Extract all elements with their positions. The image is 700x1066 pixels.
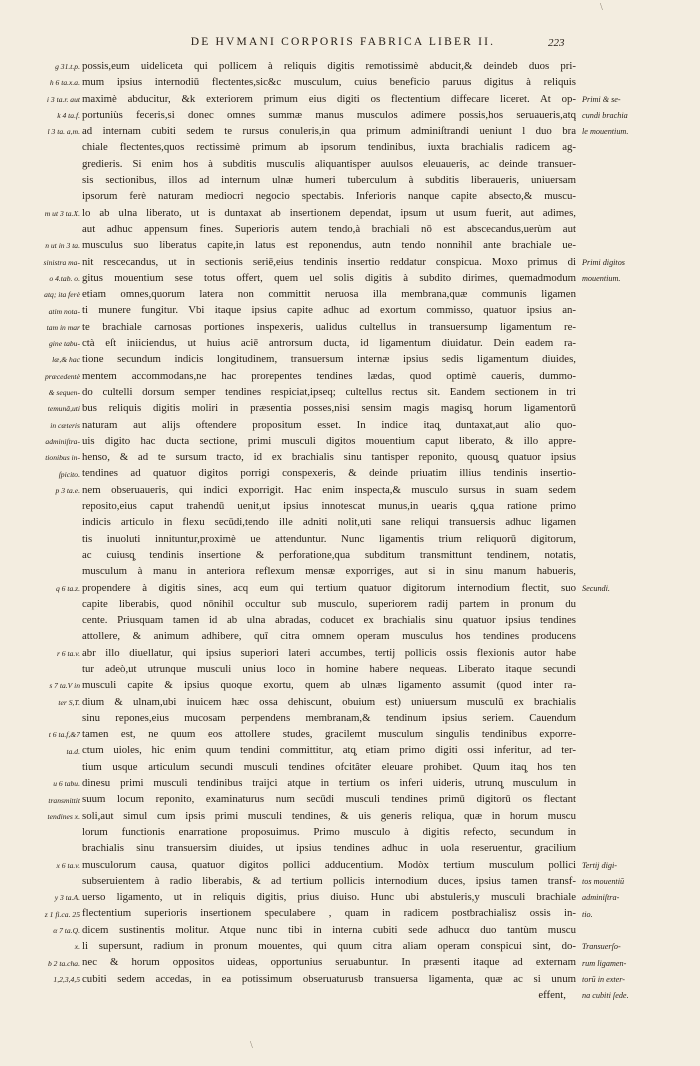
text-line: chiale flectentes,quos rectissimè primum ab ipsorum tendinibus, iuxta brachialis radicem ag-	[82, 141, 576, 154]
text-line: ad internam cubiti sedem te rursus conuleris,in qua primum adminiſtrandi ueniunt l duo bra	[82, 125, 576, 138]
margin-note-left: u 6 tabu.	[53, 779, 80, 789]
text-line: uis digito hac ducta sectione, primi musculi digitos mouentium caput liberato, & illo appre-	[82, 434, 576, 447]
margin-note-left: temunā,uti	[47, 404, 80, 414]
text-line: bus reliquis digitis moliri in præsentia posses,nisi sensim magis magisq̧ horum ligamentorū	[82, 402, 576, 415]
stray-mark-bottom: \	[250, 1040, 253, 1051]
text-line: nec & horum oppositos uideas, opportunius seruabuntur. In præsenti itaque ad externam	[82, 956, 576, 969]
text-line: henso, & ad te sursum tracto, id ex brachialis sinu tantisper reponito, quousq̧ quatuor ipsius	[82, 451, 576, 464]
margin-note-right: Primi & se-	[582, 94, 621, 104]
text-line: ipsorum ferè naturam mediocri negocio spectabis. Inferioris nanque capite absecto,& muscu-	[82, 190, 576, 203]
text-line: brachialis sinu transuersim diuides, ut ipsius tendines adhuc in uola reseruentur, gracilium	[82, 842, 576, 855]
margin-note-left: in cæteris	[50, 420, 80, 430]
text-line: tendines ad quatuor digitos porrigi conspexeris, & deinde priuatim illius tendinis insertio-	[82, 467, 576, 480]
text-line: naturam aut alijs oftendere propositum esset. In indice itaq̧ duntaxat,aut alio quo-	[82, 418, 576, 431]
margin-note-left: tionibus in-	[45, 453, 80, 463]
text-line: cubiti sedem accedas, in ea potissimum obseruaturusb transuersa ligamenta, quæ ac si unum	[82, 972, 576, 985]
text-line: etiam omnes,quorum latera non committit neruosa illa membrana,quæ communis ligamen	[82, 288, 576, 301]
text-line: mum ipsius internodiū flectentes,sic&c musculum, cuius beneficio paruus digitus à reliquis	[82, 76, 576, 89]
margin-note-left: læ,& hac	[52, 355, 80, 365]
margin-note-left: atim nota-	[48, 306, 80, 316]
catchword: effent,	[538, 988, 566, 1001]
text-line: possis,eum uideliceta qui pollicem à reliquis digitis remotissimè abducit,& deindeb duos pri-	[82, 60, 576, 72]
text-line: abr illo diuellatur, qui ipsius superiori lateri accumbes, tertij pollicis ossis flexionis autor habe	[82, 646, 576, 659]
margin-note-left: k 4 ta.f.	[57, 110, 80, 120]
text-line: musculi capite & ipsius quoque exortu, quem ab ulnæs ligamento assumit (quod inter ra-	[82, 679, 576, 692]
text-line: lorum functionis enarratione proposuimus. Primo musculo à digitis refecto, secundum in	[82, 825, 576, 838]
text-line: tium usque articulum secundi musculi tendines ofcitâter eleuare prohibet. Quum itaq̧ hos ten	[82, 760, 576, 773]
running-head: DE HVMANI CORPORIS FABRICA LIBER II.	[190, 36, 496, 48]
margin-note-left: g 31.t.p.	[55, 62, 80, 71]
text-line: dicem sustinentis molitur. Atque nunc tibi in interna cubiti sede adhucα duo tantùm muscu	[82, 923, 576, 936]
text-line: dium & ulnam,ubi inuicem hæc ossa dehiscunt, obuium est) uniuersum musculū ex brachialis	[82, 695, 576, 708]
margin-note-left: y 3 ta.A.	[54, 893, 80, 903]
text-line: ctà eſt iniiciendus, ut huius aciē antrorsum ducta, id ligamentum diuidatur. Dein eadem ra-	[82, 337, 576, 350]
text-line: ctum uioles, hic enim quum tendini committitur, atq̧ etiam primo digiti ossi inferitur, ad ter-	[82, 744, 576, 757]
text-line: lo ab ulna liberato, ut is duntaxat ab insertionem dependat, ipsum ut usum fuerit, aut adimes,	[82, 206, 576, 219]
margin-note-right: Transuerſo-	[582, 942, 621, 952]
margin-note-left: atq; ita ferè	[44, 290, 80, 300]
text-line: attollere, & animum adhibere, quī citra omnem operam musculus hos tendines producens	[82, 630, 576, 643]
margin-note-left: h 6 ta.x.a.	[49, 78, 80, 88]
text-line: mentem accommodans,ne hac prorepentes tendines lædas, quod optimè caueris, dummo-	[82, 369, 576, 382]
text-line: sis sectionibus, illos ad internum ulnæ humeri tuberculum à subditis liberaueris, uniuersam	[82, 174, 576, 187]
text-line: flectentium superioris insertionem speculabere , quam in radicem postbrachialisz ossis in-	[82, 907, 576, 920]
margin-note-left: ter S,T.	[58, 697, 80, 707]
margin-note-left: m ut 3 ta.X.	[44, 208, 80, 218]
margin-note-right: torū in exter-	[582, 974, 626, 984]
margin-note-left: ta.d.	[66, 746, 80, 756]
text-line: tur adeò,ut utrunque musculi unius loco in homine habere nequeas. Liberato itaque secundi	[82, 662, 576, 675]
margin-note-right: tio.	[582, 909, 593, 919]
text-line: portuniùs feceris,si donec omnes summæ manus musculos adimere possis,hos seruaueris,atq̧	[82, 108, 576, 121]
text-line: nem obseruaueris, qui indici exporrigit. Hac enim inspecta,& musculo sursus in suam sedem	[82, 483, 576, 496]
text-line: capite liberabis, quod nōnihil occultur sub musculo, superiorem radij partem in pronum du	[82, 597, 576, 610]
text-line: dinesu primi musculi tendinibus traijci atque in tertium os inferi uideris, utrunq̧ musculum in	[82, 777, 576, 790]
margin-note-left: gine tabu-	[48, 339, 80, 349]
margin-note-left: n ut in 3 ta.	[45, 241, 80, 251]
margin-note-left: adminiſtra-	[45, 436, 80, 446]
margin-note-left: o 4.tab. o.	[49, 273, 80, 283]
text-line: reposito,eius caput trahendū uenit,ut ipsius innotescat munus,in uearis q̧,qua ratione primo	[82, 500, 576, 513]
stray-mark-top: \	[600, 2, 603, 13]
margin-note-left: x 6 ta.v.	[56, 860, 80, 870]
margin-note-right: na cubiti ſede.	[582, 991, 629, 1001]
page-number: 223	[548, 37, 565, 49]
text-line: subseruientem à radio liberabis, & ad tertium pollicis internodium duces, ipsius tamen transf-	[82, 874, 576, 887]
text-line: musculum à manu in anteriora reflexum mensæ exporriges, aut si in sinu manum habueris,	[82, 565, 576, 578]
margin-note-left: b 2 ta.cha.	[47, 958, 80, 968]
margin-note-right: cundi brachia	[582, 110, 628, 120]
margin-note-left: t 6 ta.f,&7	[48, 730, 80, 740]
margin-note-left: x.	[74, 942, 80, 952]
margin-note-right: mouentium.	[582, 273, 621, 283]
text-line: soli,aut simul cum ipsis primi musculi tendines, & uis generis reliqua, quæ in horum muscu	[82, 809, 576, 822]
text-line: uerso ligamento, ut in reliquis digitis, prius diuiso. Hunc ubi abstuleris,y musculi brachiale	[82, 891, 576, 904]
text-line: tamen est, ne quum eos attollere studes, gracilemt musculum singulis tendinibus exporre-	[82, 728, 576, 741]
text-line: cente. Priusquam tamen id ab ulna abradas, coducet ex brachialis sinu quatuor ipsius tendines	[82, 614, 576, 627]
margin-note-left: α 7 ta.Q.	[53, 925, 80, 935]
text-line: li supersunt, radium in pronum mouentes, qui quum citra aliam operam conspicui sint, do-	[82, 940, 576, 953]
margin-note-left: i 3 ta.r. aut	[46, 94, 80, 104]
text-line: musculorum causa, quatuor digitos pollici adducentium. Modòx tertium musculum pollici	[82, 858, 576, 871]
margin-note-right: Tertij digi-	[582, 860, 617, 870]
text-line: ac cuiusq̧ tendinis insertione & perforatione,qua subditum transmittunt tendinem, notatis,	[82, 548, 576, 561]
text-line: sinu repones,eius mucosam perpendens membranam,& tendinum ipsius seriem. Cauendum	[82, 711, 576, 724]
margin-note-left: transmittit	[48, 795, 80, 805]
margin-note-left: 1,2,3,4,5	[53, 974, 80, 984]
text-line: propendere à digitis sines, acq eum qui tertium quatuor digitorum internodium flectit, suo	[82, 581, 576, 594]
text-line: aut adhuc appensum fines. Superioris autem tendo,à brachiali nō est abscecandus,uerùm aut	[82, 222, 576, 235]
text-line: tione secundum indicis longitudinem, transuersum internæ ipsius sedis ligamentum diuides,	[82, 353, 576, 366]
margin-note-left: sinistra ma-	[43, 257, 80, 267]
text-line: gredieris. Si enim hos à subditis musculis aliquantisper auulsos eleuaueris, ac deinde transuer-	[82, 157, 576, 170]
text-line: ti munere fungitur. Vbi itaque ipsius capite adhuc ad exortum commisso, quatuor ipsius an-	[82, 304, 576, 317]
margin-note-right: rum ligamen-	[582, 958, 627, 968]
body-text	[82, 58, 576, 1003]
margin-note-left: z 1 fi.ca. 25	[44, 909, 80, 919]
margin-note-left: r 6 ta.v.	[56, 648, 80, 658]
margin-note-right: Primi digitos	[582, 257, 625, 267]
margin-note-left: p 3 ta.e.	[55, 485, 80, 495]
margin-note-right: adminiſtra-	[582, 893, 620, 903]
text-line: maximè abducitur, &k exteriorem primum eius digiti os flectentium diffecare liceret. At op-	[82, 92, 576, 105]
text-line: suum locum reponito, examinaturus num secūdi musculi tendines primū digitorū os flectant	[82, 793, 576, 806]
text-line: indicis articulo in flexu secūdi,tendo ille adniti nolit,uti sane reliqui transuersis adhuc ligamen	[82, 516, 576, 529]
margin-note-left: & sequen-	[48, 388, 80, 397]
margin-note-left: ſpicito.	[58, 469, 80, 479]
margin-note-left: tam in mar	[46, 322, 80, 332]
text-line: te brachiale carnosas portiones inspexeris, ualidus cultellus in transuersump ligamentum re-	[82, 320, 576, 333]
margin-note-left: q 6 ta.z.	[55, 583, 80, 593]
margin-note-left: s 7 ta.V in	[49, 681, 80, 691]
text-line: gitus mouentium sese totus offert, quem uel solis digitis à subdito dirimes, quemadmodum	[82, 271, 576, 284]
text-line: musculus suo liberatus capite,in latus est reponendus, autn tendo nonnihil ante brachiale ue-	[82, 239, 576, 252]
margin-note-right: Secundi.	[582, 583, 610, 593]
text-line: nit rescecandus, ut in sectionis seriē,eius tendinis insertio reddatur conspicua. Moxo primus di	[82, 255, 576, 268]
margin-note-left: l 3 ta. a,m.	[47, 127, 80, 137]
margin-note-right: le mouentium.	[582, 127, 629, 137]
margin-note-right: tos mouentiū	[582, 877, 625, 886]
text-line: tis inuoluti innituntur,proximè ue attenduntur. Nunc ligamentis trium reliquorū digitorum,	[82, 532, 576, 545]
margin-note-left: præcedentè	[44, 371, 80, 381]
text-line: do cultelli dorsum semper tendines respiciat,ipseq; cultellus rectus sit. Eandem sectionem in tri	[82, 385, 576, 398]
margin-note-left: tendines x.	[47, 811, 80, 821]
